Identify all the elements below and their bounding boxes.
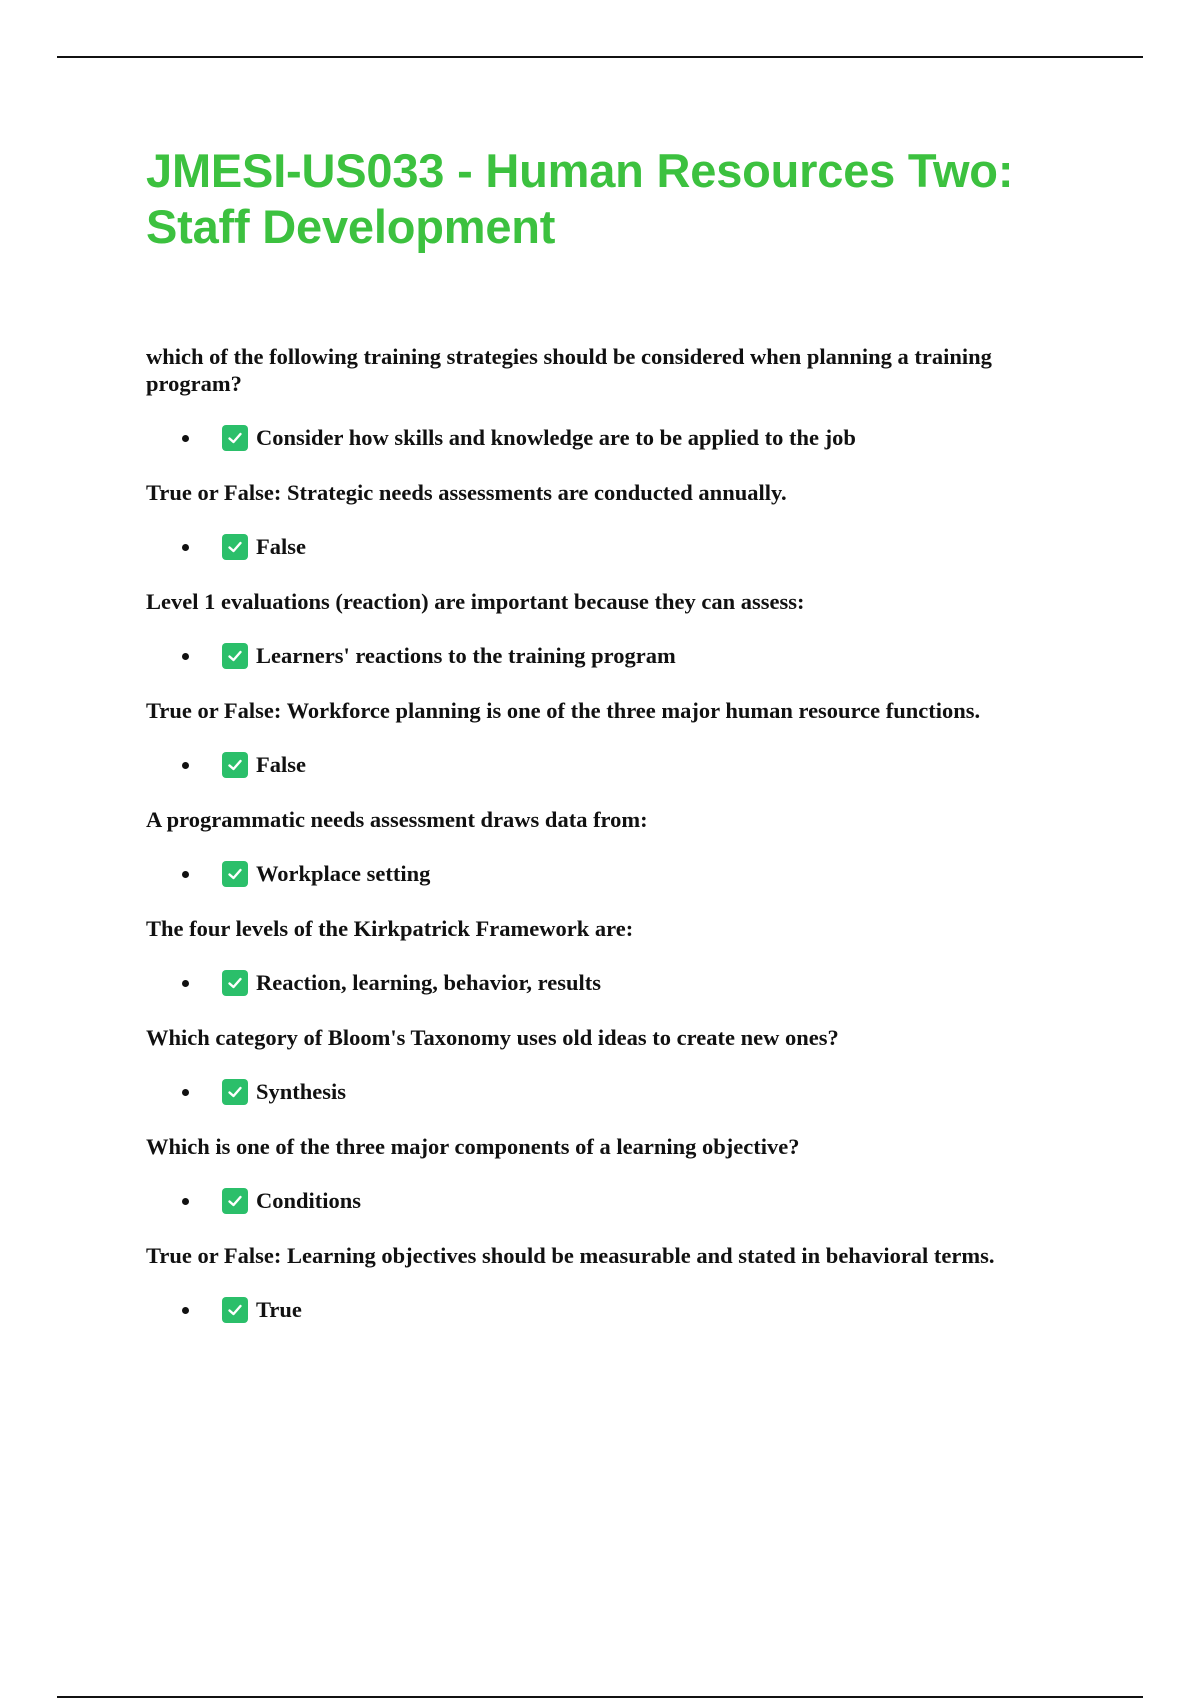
answer-text: True — [256, 1297, 302, 1322]
answer-list — [146, 968, 1086, 998]
bottom-rule — [57, 1696, 1143, 1698]
answer-list — [146, 859, 1086, 889]
qa-item — [146, 915, 1086, 998]
answer-item — [146, 423, 1086, 453]
answer-list — [146, 750, 1086, 780]
check-mark-icon — [222, 534, 248, 560]
answer-text: Learners' reactions to the training program — [256, 643, 676, 668]
bullet-dot — [182, 1198, 189, 1205]
answer-text: Conditions — [256, 1188, 362, 1213]
question-text: The four levels of the Kirkpatrick Framework are: — [146, 916, 634, 941]
top-rule — [57, 56, 1143, 58]
answer-item — [146, 968, 1086, 998]
answer-text: False — [256, 534, 306, 559]
question-text: which of the following training strategies should be considered when planning a training program? — [146, 344, 992, 396]
answer-item — [146, 1186, 1086, 1216]
check-mark-icon — [222, 861, 248, 887]
check-mark-icon — [222, 1079, 248, 1105]
check-mark-icon — [222, 425, 248, 451]
bullet-dot — [182, 1307, 189, 1314]
qa-item — [146, 343, 1086, 453]
bullet-dot — [182, 1089, 189, 1096]
answer-text: False — [256, 752, 306, 777]
answer-list — [146, 423, 1086, 453]
question-text: True or False: Workforce planning is one of the three major human resource functions. — [146, 698, 981, 723]
qa-item — [146, 1133, 1086, 1216]
answer-list — [146, 1186, 1086, 1216]
answer-text: Workplace setting — [256, 861, 431, 886]
check-mark-icon — [222, 970, 248, 996]
bullet-dot — [182, 435, 189, 442]
qa-item — [146, 1024, 1086, 1107]
document-body — [146, 143, 1086, 1351]
answer-text: Consider how skills and knowledge are to be applied to the job — [256, 425, 856, 450]
qa-item — [146, 1242, 1086, 1325]
check-mark-icon — [222, 643, 248, 669]
question-text: Which category of Bloom's Taxonomy uses old ideas to create new ones? — [146, 1025, 839, 1050]
bullet-dot — [182, 653, 189, 660]
answer-item — [146, 641, 1086, 671]
answer-list — [146, 1295, 1086, 1325]
answer-list — [146, 1077, 1086, 1107]
bullet-dot — [182, 544, 189, 551]
answer-text: Synthesis — [256, 1079, 347, 1104]
qa-item — [146, 697, 1086, 780]
answer-text: Reaction, learning, behavior, results — [256, 970, 602, 995]
check-mark-icon — [222, 752, 248, 778]
question-text: Level 1 evaluations (reaction) are important because they can assess: — [146, 589, 805, 614]
answer-item — [146, 1295, 1086, 1325]
question-text: True or False: Strategic needs assessments are conducted annually. — [146, 480, 787, 505]
answer-item — [146, 1077, 1086, 1107]
answer-item — [146, 750, 1086, 780]
question-text: Which is one of the three major components of a learning objective? — [146, 1134, 800, 1159]
answer-list — [146, 532, 1086, 562]
qa-list — [146, 343, 1086, 1325]
bullet-dot — [182, 762, 189, 769]
answer-list — [146, 641, 1086, 671]
question-text: True or False: Learning objectives should be measurable and stated in behavioral terms. — [146, 1243, 995, 1268]
question-text: A programmatic needs assessment draws data from: — [146, 807, 648, 832]
check-mark-icon — [222, 1188, 248, 1214]
answer-item — [146, 532, 1086, 562]
qa-item — [146, 588, 1086, 671]
check-mark-icon — [222, 1297, 248, 1323]
qa-item — [146, 479, 1086, 562]
qa-item — [146, 806, 1086, 889]
page-title: JMESI-US033 - Human Resources Two: Staff Development — [146, 144, 1014, 253]
answer-item — [146, 859, 1086, 889]
bullet-dot — [182, 871, 189, 878]
bullet-dot — [182, 980, 189, 987]
